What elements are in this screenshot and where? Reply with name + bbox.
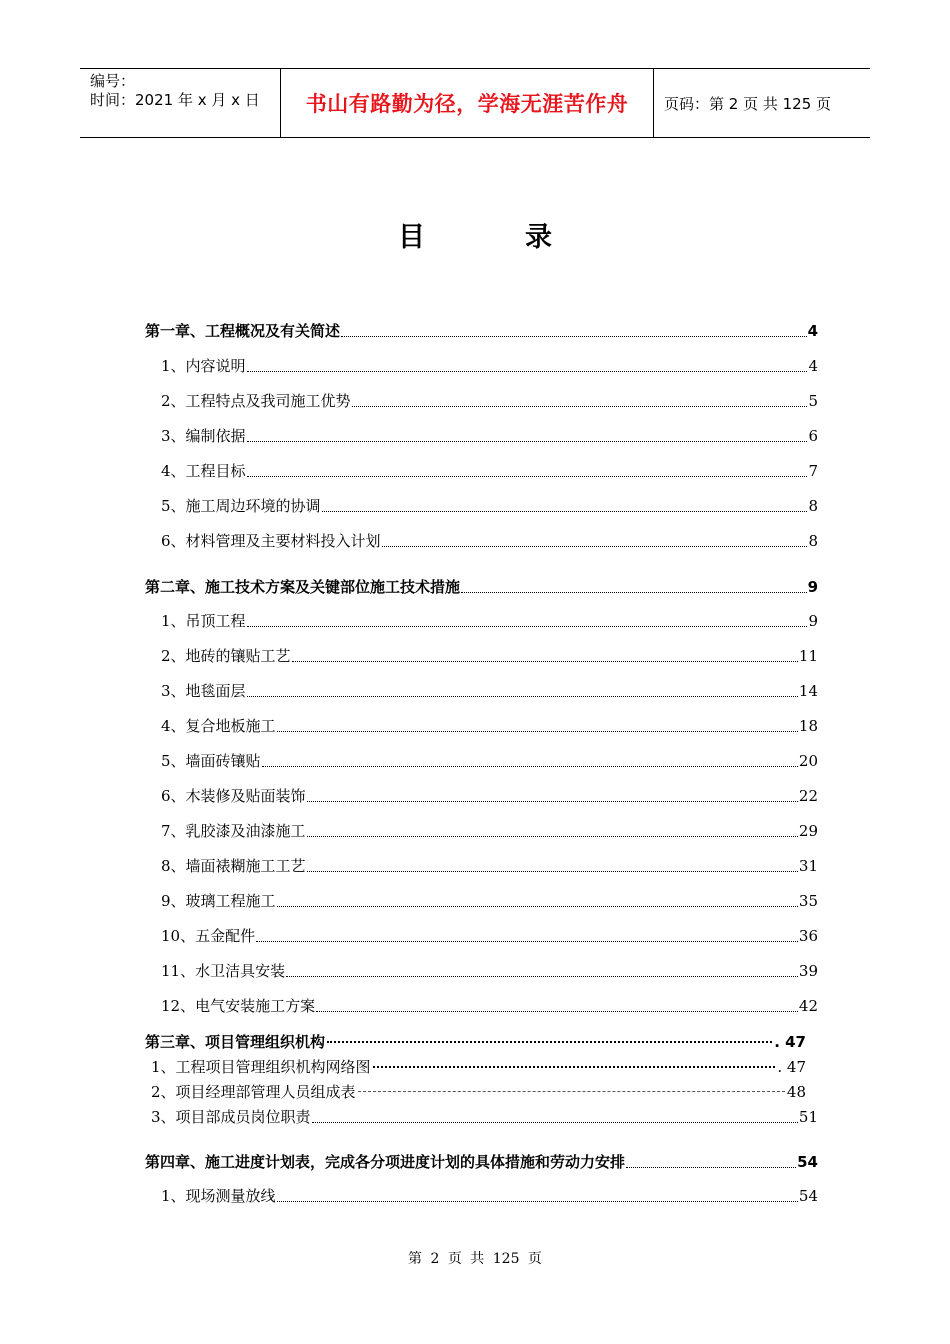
toc-item[interactable]: 1、吊顶工程 9 bbox=[161, 612, 818, 630]
page-header bbox=[80, 68, 870, 138]
toc-item[interactable]: 1、现场测量放线 54 bbox=[161, 1187, 818, 1205]
header-page-info: 页码：第 2 页 共 125 页 bbox=[664, 94, 832, 113]
toc-item[interactable]: 2、项目经理部管理人员组成表 48 bbox=[151, 1083, 806, 1101]
toc-item[interactable]: 2、地砖的镶贴工艺 11 bbox=[161, 647, 818, 665]
toc-item[interactable]: 5、墙面砖镶贴 20 bbox=[161, 752, 818, 770]
toc-item[interactable]: 4、工程目标 7 bbox=[161, 462, 818, 480]
toc-item[interactable]: 4、复合地板施工 18 bbox=[161, 717, 818, 735]
toc-item[interactable]: 7、乳胶漆及油漆施工 29 bbox=[161, 822, 818, 840]
toc-item[interactable]: 11、水卫洁具安装 39 bbox=[161, 962, 818, 980]
toc-item[interactable]: 5、施工周边环境的协调 8 bbox=[161, 497, 818, 515]
code-label: 编号： bbox=[90, 72, 136, 90]
toc-title: 目录 bbox=[398, 222, 652, 253]
toc-item[interactable]: 3、地毯面层 14 bbox=[161, 682, 818, 700]
toc-chapter-4[interactable]: 第四章、施工进度计划表，完成各分项进度计划的具体措施和劳动力安排 54 bbox=[145, 1153, 818, 1171]
date-label: 时间：2021 年 x 月 x 日 bbox=[90, 91, 260, 109]
toc-item[interactable]: 6、木装修及贴面装饰 22 bbox=[161, 787, 818, 805]
toc-chapter-3[interactable]: 第三章、项目管理组织机构 . 47 bbox=[145, 1033, 806, 1051]
header-motto: 书山有路勤为径，学海无涯苦作舟 bbox=[281, 69, 654, 137]
toc-item[interactable]: 2、工程特点及我司施工优势 5 bbox=[161, 392, 818, 410]
toc-item[interactable]: 1、工程项目管理组织机构网络图 . 47 bbox=[151, 1058, 806, 1076]
toc-item[interactable]: 1、内容说明 4 bbox=[161, 357, 818, 375]
toc-item[interactable]: 12、电气安装施工方案 42 bbox=[161, 997, 818, 1015]
toc-item[interactable]: 8、墙面裱糊施工工艺 31 bbox=[161, 857, 818, 875]
toc-chapter-2[interactable]: 第二章、施工技术方案及关键部位施工技术措施 9 bbox=[145, 578, 818, 596]
toc-item[interactable]: 3、编制依据 6 bbox=[161, 427, 818, 445]
toc-chapter-1[interactable]: 第一章、工程概况及有关简述 4 bbox=[145, 322, 818, 340]
header-meta bbox=[80, 69, 281, 137]
toc-item[interactable]: 3、项目部成员岗位职责 51 bbox=[151, 1108, 818, 1126]
toc-item[interactable]: 6、材料管理及主要材料投入计划 8 bbox=[161, 532, 818, 550]
page-footer: 第 2 页 共 125 页 bbox=[408, 1251, 542, 1267]
toc-item[interactable]: 9、玻璃工程施工 35 bbox=[161, 892, 818, 910]
toc-item[interactable]: 10、五金配件 36 bbox=[161, 927, 818, 945]
